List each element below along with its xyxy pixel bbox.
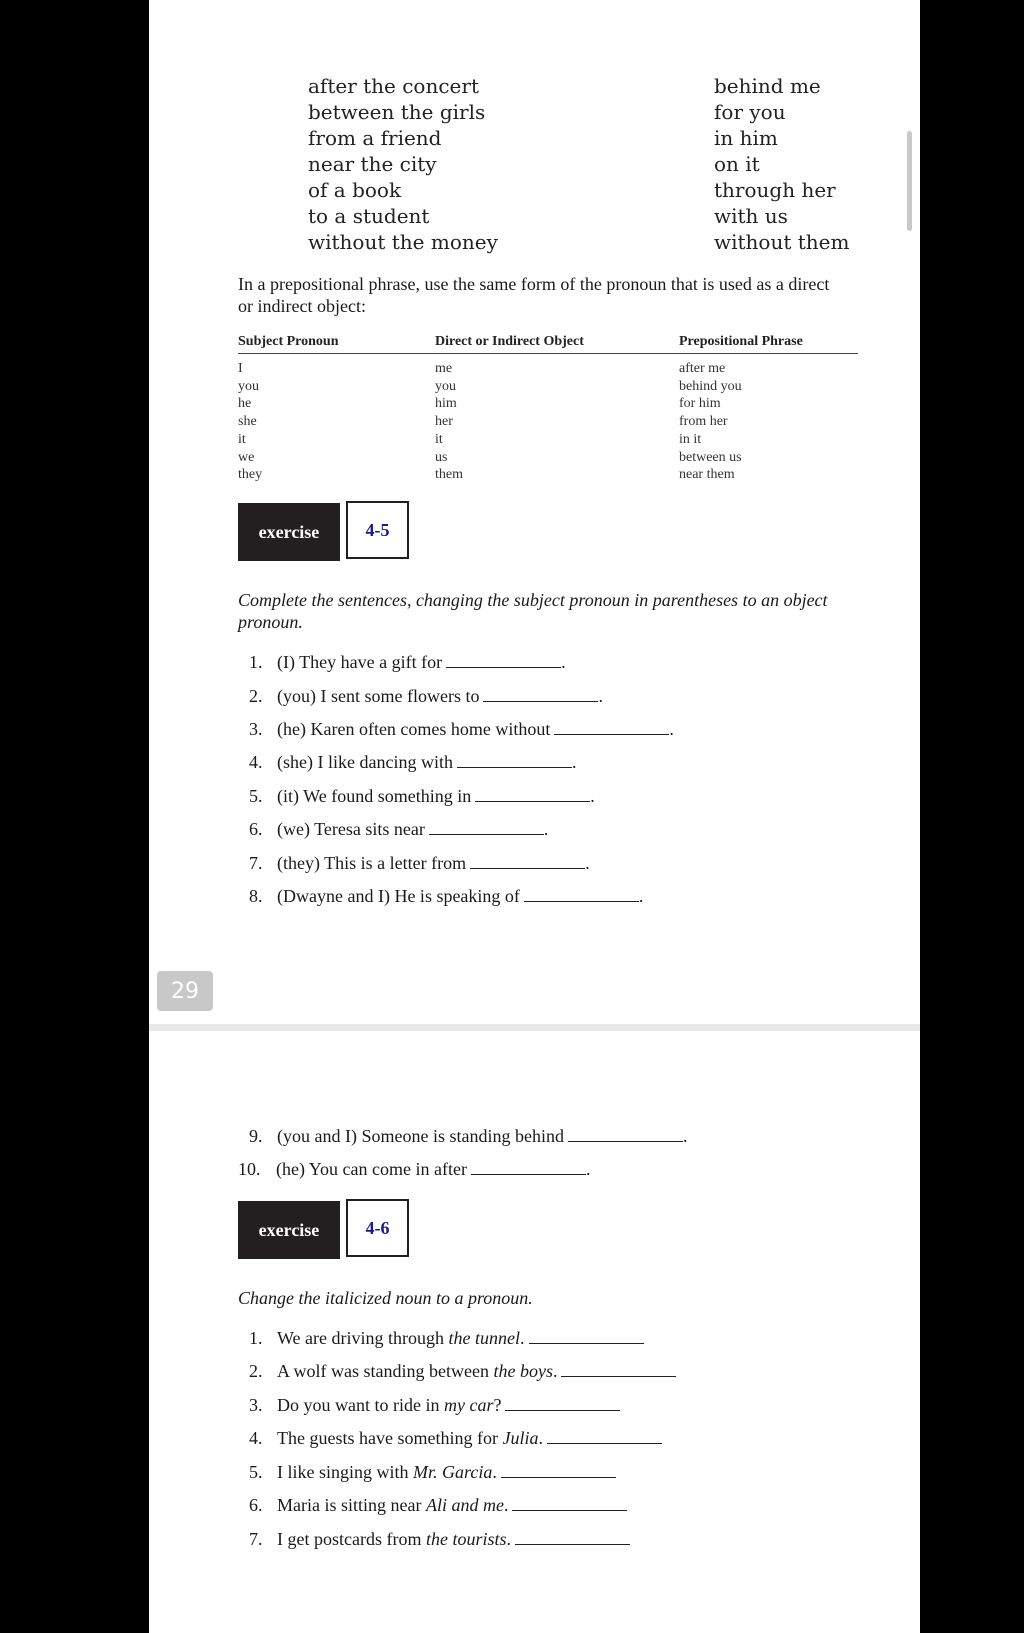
exercise-item: 10. (he) You can come in after . bbox=[238, 1159, 591, 1179]
answer-blank[interactable] bbox=[568, 1127, 683, 1142]
answer-blank[interactable] bbox=[483, 687, 598, 702]
answer-blank[interactable] bbox=[471, 1160, 586, 1175]
exercise-number: 4-6 bbox=[346, 1199, 409, 1257]
table-cell: between us bbox=[679, 449, 742, 465]
table-cell: behind you bbox=[679, 378, 742, 394]
table-header: Prepositional Phrase bbox=[679, 334, 803, 349]
scrollbar[interactable] bbox=[907, 131, 912, 231]
exercise-item: 8. (Dwayne and I) He is speaking of . bbox=[249, 886, 644, 906]
answer-blank[interactable] bbox=[529, 1329, 644, 1344]
table-column-object bbox=[435, 360, 463, 484]
answer-blank[interactable] bbox=[561, 1362, 676, 1377]
table-cell: it bbox=[435, 431, 443, 447]
answer-blank[interactable] bbox=[475, 787, 590, 802]
answer-blank[interactable] bbox=[554, 720, 669, 735]
table-cell: she bbox=[238, 414, 257, 430]
table-column-prepositional bbox=[679, 360, 742, 484]
table-cell: in it bbox=[679, 431, 702, 447]
left-phrase-list bbox=[308, 73, 498, 255]
answer-blank[interactable] bbox=[547, 1429, 662, 1444]
table-cell: after me bbox=[679, 361, 726, 376]
table-cell: they bbox=[238, 467, 263, 483]
table-header: Subject Pronoun bbox=[238, 334, 339, 349]
exercise-item: 2. (you) I sent some flowers to . bbox=[249, 686, 603, 706]
table-cell: it bbox=[238, 431, 246, 447]
answer-blank[interactable] bbox=[446, 653, 561, 668]
table-cell: me bbox=[435, 361, 453, 376]
exercise-item: 1. (I) They have a gift for . bbox=[249, 652, 566, 672]
table-cell: I bbox=[238, 361, 243, 376]
table-cell: her bbox=[435, 414, 453, 430]
table-cell: we bbox=[238, 449, 255, 465]
exercise-label: exercise bbox=[238, 503, 340, 561]
phrase: in him bbox=[714, 126, 778, 150]
exercise-instructions: Change the italicized noun to a pronoun. bbox=[238, 1288, 533, 1308]
phrase: without the money bbox=[308, 230, 498, 254]
exercise-label: exercise bbox=[238, 1201, 340, 1259]
answer-blank[interactable] bbox=[505, 1396, 620, 1411]
table-cell: him bbox=[435, 396, 457, 412]
exercise-item: 9. (you and I) Someone is standing behind . bbox=[249, 1126, 688, 1146]
table-cell: he bbox=[238, 396, 252, 412]
table-cell: you bbox=[238, 378, 259, 394]
exercise-item: 3. (he) Karen often comes home without . bbox=[249, 719, 674, 739]
exercise-item: 7. I get postcards from the tourists. bbox=[249, 1529, 630, 1550]
answer-blank[interactable] bbox=[501, 1463, 616, 1478]
table-cell: us bbox=[435, 449, 448, 465]
exercise-item: 5. I like singing with Mr. Garcia. bbox=[249, 1462, 616, 1483]
phrase: through her bbox=[714, 178, 836, 202]
answer-blank[interactable] bbox=[524, 887, 639, 902]
phrase: between the girls bbox=[308, 100, 486, 124]
exercise-item: 4. The guests have something for Julia. bbox=[249, 1428, 662, 1449]
phrase: for you bbox=[714, 100, 786, 124]
phrase: behind me bbox=[714, 74, 821, 98]
page-separator bbox=[149, 1024, 920, 1031]
exercise-item: 5. (it) We found something in . bbox=[249, 786, 595, 806]
answer-blank[interactable] bbox=[515, 1530, 630, 1545]
exercise-item: 6. Maria is sitting near Ali and me. bbox=[249, 1495, 627, 1516]
right-phrase-list bbox=[714, 73, 849, 255]
exercise-instructions: Complete the sentences, changing the subject pronoun in parentheses to an object pronoun. bbox=[238, 590, 828, 632]
exercise-item: 2. A wolf was standing between the boys. bbox=[249, 1361, 676, 1382]
answer-blank[interactable] bbox=[457, 753, 572, 768]
table-cell: them bbox=[435, 467, 463, 483]
phrase: of a book bbox=[308, 178, 402, 202]
table-cell: near them bbox=[679, 467, 735, 483]
exercise-item: 1. We are driving through the tunnel. bbox=[249, 1328, 644, 1349]
exercise-item: 3. Do you want to ride in my car? bbox=[249, 1395, 620, 1416]
table-header: Direct or Indirect Object bbox=[435, 334, 584, 349]
exercise-item: 4. (she) I like dancing with . bbox=[249, 752, 577, 772]
exercise-number: 4-5 bbox=[346, 501, 409, 559]
table-cell: you bbox=[435, 378, 456, 394]
table-cell: for him bbox=[679, 396, 721, 412]
phrase: near the city bbox=[308, 152, 437, 176]
answer-blank[interactable] bbox=[470, 854, 585, 869]
phrase: on it bbox=[714, 152, 760, 176]
table-rule bbox=[238, 353, 858, 354]
phrase: without them bbox=[714, 230, 850, 254]
phrase: to a student bbox=[308, 204, 430, 228]
table-column-subject bbox=[238, 360, 262, 484]
answer-blank[interactable] bbox=[429, 820, 544, 835]
phrase: after the concert bbox=[308, 74, 479, 98]
intro-paragraph: In a prepositional phrase, use the same form of the pronoun that is used as a direct or indirect object: bbox=[238, 274, 830, 316]
phrase: from a friend bbox=[308, 126, 442, 150]
exercise-item: 7. (they) This is a letter from . bbox=[249, 853, 590, 873]
table-cell: from her bbox=[679, 414, 728, 430]
exercise-item: 6. (we) Teresa sits near . bbox=[249, 819, 549, 839]
answer-blank[interactable] bbox=[512, 1496, 627, 1511]
page-number-badge: 29 bbox=[157, 971, 213, 1011]
phrase: with us bbox=[714, 204, 788, 228]
